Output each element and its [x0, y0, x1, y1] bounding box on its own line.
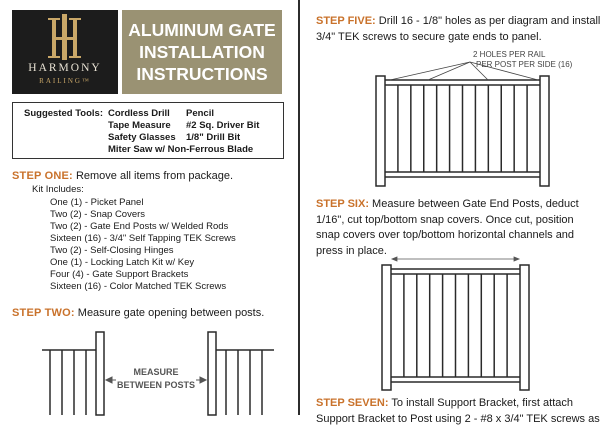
document-title	[122, 10, 282, 94]
kit-item: Two (2) - Gate End Posts w/ Welded Rods	[50, 221, 228, 232]
kit-item: Two (2) - Self-Closing Hinges	[50, 245, 174, 256]
step-five-text	[316, 14, 606, 45]
step-six-line-4: press in place.	[316, 244, 606, 260]
measure-label-1: MEASURE	[133, 367, 178, 377]
kit-item: One (1) - Locking Latch Kit w/ Key	[50, 257, 194, 268]
title-line-1: ALUMINUM GATE	[122, 19, 282, 41]
step-six-line-2: 1/16", cut top/bottom snap covers. Once cut, position	[316, 213, 606, 229]
step-five-label: STEP FIVE:	[316, 15, 376, 27]
step-seven-line-1: To install Support Bracket, first attach	[391, 397, 573, 409]
step-one-label: STEP ONE:	[12, 170, 73, 182]
gate-screw-diagram	[370, 48, 560, 188]
tools-label: Suggested Tools:	[24, 108, 103, 119]
measure-posts-diagram	[12, 322, 296, 415]
kit-item: Four (4) - Gate Support Brackets	[50, 269, 188, 280]
tool-item: Safety Glasses	[108, 132, 176, 143]
title-line-3: INSTRUCTIONS	[122, 63, 282, 85]
step-six-line-1: Measure between Gate End Posts, deduct	[372, 198, 579, 210]
measure-label-2: BETWEEN POSTS	[117, 380, 195, 390]
harmony-logo-icon	[12, 12, 118, 62]
tool-item: Cordless Drill	[108, 108, 170, 119]
tool-item: Tape Measure	[108, 120, 171, 131]
brand-subtitle: RAILING™	[12, 77, 118, 85]
column-divider	[298, 0, 300, 415]
step-one-text: Remove all items from package.	[76, 170, 233, 182]
step-seven-text	[316, 396, 610, 427]
step-seven-line-2: Support Bracket to Post using 2 - #8 x 3/4" TEK screws as	[316, 412, 610, 427]
step-two-heading	[12, 307, 264, 319]
kit-includes-label: Kit Includes:	[32, 184, 84, 195]
snap-cover-diagram	[380, 255, 540, 393]
kit-item: Sixteen (16) - Color Matched TEK Screws	[50, 281, 226, 292]
step-six-label: STEP SIX:	[316, 198, 369, 210]
step-one-heading	[12, 170, 233, 182]
step-six-text	[316, 197, 606, 259]
step-five-line-1: Drill 16 - 1/8" holes as per diagram and install	[379, 15, 601, 27]
kit-item: One (1) - Picket Panel	[50, 197, 143, 208]
step-seven-label: STEP SEVEN:	[316, 397, 389, 409]
tool-item: #2 Sq. Driver Bit	[186, 120, 259, 131]
step-two-text: Measure gate opening between posts.	[78, 307, 265, 319]
tool-item: 1/8" Drill Bit	[186, 132, 240, 143]
callout-line-1: 2 HOLES PER RAIL	[473, 50, 546, 59]
step-five-line-2: 3/4" TEK screws to secure gate ends to panel.	[316, 30, 606, 46]
brand-name: HARMONY	[12, 62, 118, 74]
kit-item: Sixteen (16) - 3/4" Self Tapping TEK Screws	[50, 233, 236, 244]
step-two-label: STEP TWO:	[12, 307, 75, 319]
callout-line-2: PER POST PER SIDE (16)	[476, 60, 573, 69]
step-six-line-3: snap covers over top/bottom horizontal channels and	[316, 228, 606, 244]
tool-item: Miter Saw w/ Non-Ferrous Blade	[108, 144, 253, 155]
tool-item: Pencil	[186, 108, 214, 119]
kit-item: Two (2) - Snap Covers	[50, 209, 145, 220]
title-line-2: INSTALLATION	[122, 41, 282, 63]
